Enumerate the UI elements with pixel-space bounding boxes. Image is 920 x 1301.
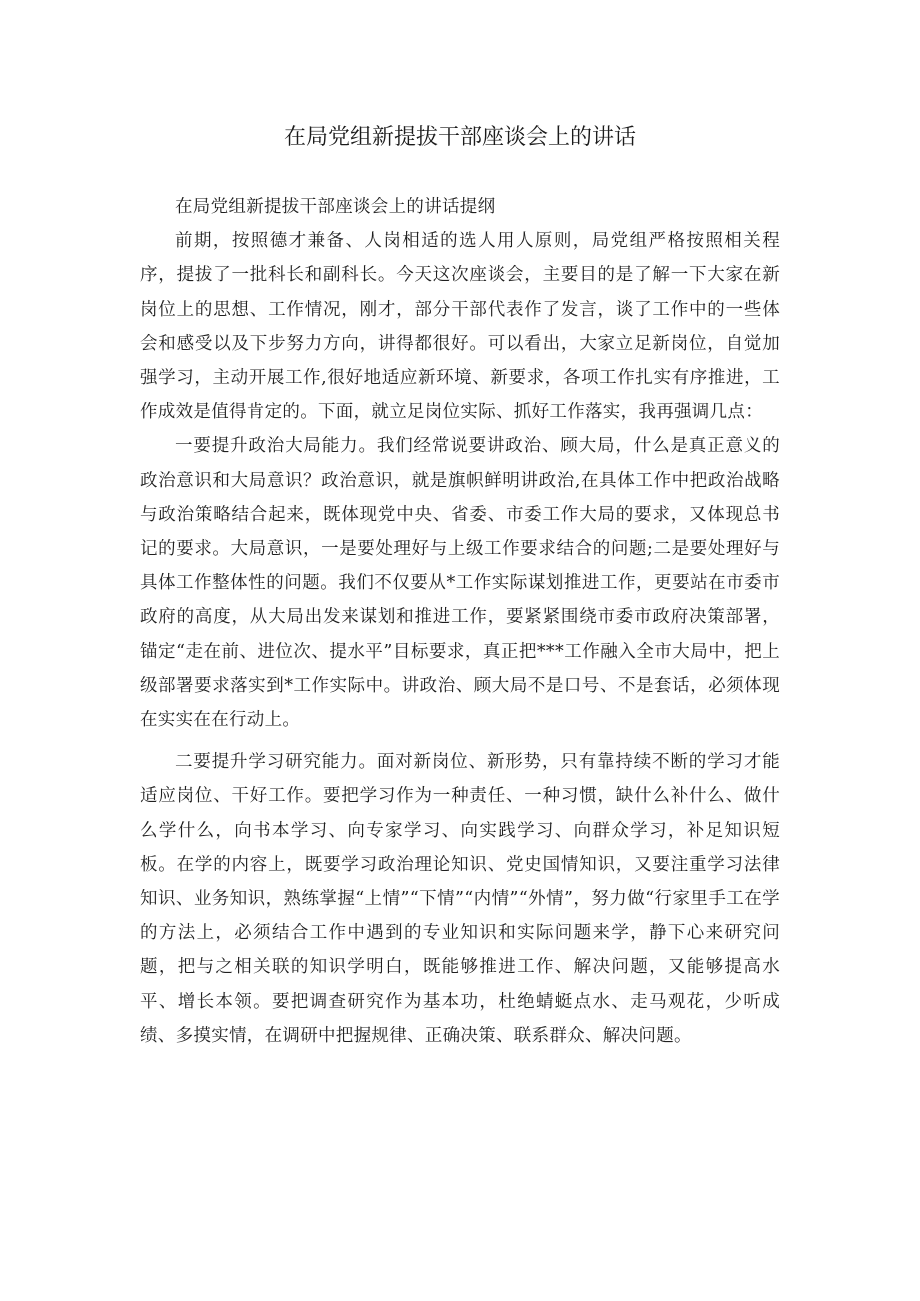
point-two-paragraph: 二要提升学习研究能力。面对新岗位、新形势，只有靠持续不断的学习才能适应岗位、干好工作。要把学习作为一种责任、一种习惯，缺什么补什么、做什么学什么，向书本学习、向专家学习、向实践学习、向群众学习，补足知识短板。在学的内容上，既要学习政治理论知识、党史国情知识，又要注重学习法律知识、业务知识，熟练掌握“上情”“下情”“内情”“外情”，努力做“行家里手工在学的方法上，必须结合工作中遇到的专业知识和实际问题来学，静下心来研究问题，把与之相关联的知识学明白，既能够推进工作、解决问题，又能够提高水平、增长本领。要把调查研究作为基本功，杜绝蜻蜓点水、走马观花，少听成绩、多摸实情，在调研中把握规律、正确决策、联系群众、解决问题。 [140, 752, 780, 1046]
document-title: 在局党组新提拔干部座谈会上的讲话 [283, 125, 636, 150]
point-one-paragraph: 一要提升政治大局能力。我们经常说要讲政治、顾大局，什么是真正意义的政治意识和大局意识？政治意识，就是旗帜鲜明讲政治,在具体工作中把政治战略与政治策略结合起来，既体现党中央、省委、市委工作大局的要求，又体现总书记的要求。大局意识，一是要处理好与上级工作要求结合的问题;二是要处理好与具体工作整体性的问题。我们不仅要从*工作实际谋划推进工作，更要站在市委市政府的高度，从大局出发来谋划和推进工作，要紧紧围绕市委市政府决策部署，锚定“走在前、进位次、提水平”目标要求，真正把***工作融入全市大局中，把上级部署要求落实到*工作实际中。讲政治、顾大局不是口号、不是套话，必须体现在实实在在行动上。 [140, 436, 780, 731]
document-body [140, 190, 780, 1053]
intro-paragraph: 前期，按照德才兼备、人岗相适的选人用人原则，局党组严格按照相关程序，提拔了一批科长和副科长。今天这次座谈会，主要目的是了解一下大家在新岗位上的思想、工作情况，刚才，部分干部代表作了发言，谈了工作中的一些体会和感受以及下步努力方向，讲得都很好。可以看出，大家立足新岗位，自觉加强学习，主动开展工作,很好地适应新环境、新要求，各项工作扎实有序推进，工作成效是值得肯定的。下面，就立足岗位实际、抓好工作落实，我再强调几点： [140, 231, 780, 423]
outline-subtitle: 在局党组新提拔干部座谈会上的讲话提纲 [175, 197, 496, 217]
